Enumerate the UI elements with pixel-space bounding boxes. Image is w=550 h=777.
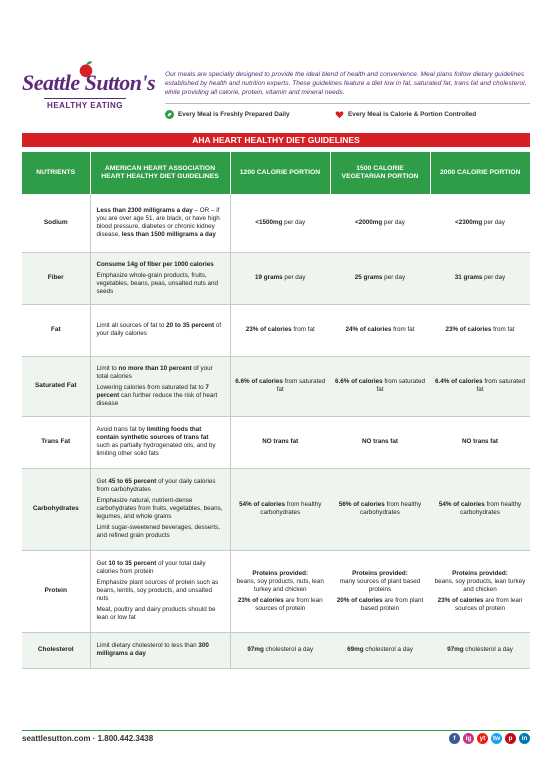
table-row-sodium [22,194,530,252]
value-2000: 97mg cholesterol a day [430,632,530,668]
value-1500: <2000mg per day [330,194,430,252]
feature-controlled [335,110,476,119]
value-1500: 69mg cholesterol a day [330,632,430,668]
guideline: Less than 2300 milligrams a day – OR – if you are over age 51, are black, or have high blood pressure, diabetes or chronic kidney disease, less than 1500 milligrams a day [90,194,230,252]
brand-tagline: HEALTHY EATING [44,98,126,110]
value-1500: 6.6% of calories from saturated fat [330,356,430,416]
table-row-fat [22,304,530,356]
guideline: Limit dietary cholesterol to less than 300 milligrams a day [90,632,230,668]
value-1200: 19 grams per day [230,252,330,304]
table-header-row [22,152,530,194]
value-1500: Proteins provided: many sources of plant based proteins 20% of calories are from plant based protein [330,550,430,632]
table-row-carbohydrates [22,468,530,550]
feature-fresh [165,110,290,119]
col-1200: 1200 CALORIE PORTION [230,152,330,194]
feature-controlled-label: Every Meal is Calorie & Portion Controlled [348,111,477,118]
table-row-saturated-fat [22,356,530,416]
leaf-icon [165,110,174,119]
col-2000: 2000 CALORIE PORTION [430,152,530,194]
nutrient-name: Fiber [22,252,90,304]
nutrient-name: Trans Fat [22,416,90,468]
value-2000: Proteins provided: beans, soy products, lean turkey and chicken 23% of calories are from lean sources of protein [430,550,530,632]
nutrient-name: Cholesterol [22,632,90,668]
value-2000: 23% of calories from fat [430,304,530,356]
linkedin-icon[interactable]: in [519,733,530,744]
twitter-icon[interactable]: tw [492,735,501,742]
header [0,0,550,125]
value-1500: 56% of calories from healthy carbohydrates [330,468,430,550]
value-2000: <2300mg per day [430,194,530,252]
value-1200: 23% of calories from fat [230,304,330,356]
table-row-cholesterol [22,632,530,668]
instagram-icon[interactable]: ig [463,733,474,744]
value-1200: 54% of calories from healthy carbohydrates [230,468,330,550]
col-nutrients: NUTRIENTS [22,152,90,194]
value-1200: 97mg cholesterol a day [230,632,330,668]
heart-icon [335,110,344,119]
footer-contact[interactable]: seattlesutton.com · 1.800.442.3438 [22,734,154,743]
brand-logo[interactable] [22,62,157,122]
guideline: Limit all sources of fat to 20 to 35 percent of your daily calories [90,304,230,356]
nutrient-name: Saturated Fat [22,356,90,416]
col-1500: 1500 CALORIE VEGETARIAN PORTION [330,152,430,194]
footer-divider [22,730,530,731]
value-2000: 31 grams per day [430,252,530,304]
value-1500: 25 grams per day [330,252,430,304]
value-1200: 6.6% of calories from saturated fat [230,356,330,416]
facebook-icon[interactable]: f [449,733,460,744]
value-2000: 6.4% of calories from saturated fat [430,356,530,416]
brand-name: Seattle Sutton's [22,70,156,95]
guideline: Consume 14g of fiber per 1000 calories Emphasize whole-grain products, fruits, vegetables, beans, peas, unsalted nuts and seeds [90,252,230,304]
col-aha: AMERICAN HEART ASSOCIATION HEART HEALTHY DIET GUIDELINES [90,152,230,194]
guideline: Get 45 to 65 percent of your daily calories from carbohydrates Emphasize natural, nutrient-dense carbohydrates from fruits, vegetables, beans, legumes, and whole grains Limit sugar-sweetened beverages, desserts, and refined grain products [90,468,230,550]
guidelines-banner: AHA HEART HEALTHY DIET GUIDELINES [22,133,530,147]
nutrient-name: Protein [22,550,90,632]
youtube-icon[interactable]: yt [477,733,488,744]
social-links [449,733,530,744]
table-row-fiber [22,252,530,304]
guideline: Avoid trans fat by limiting foods that contain synthetic sources of trans fat such as partially hydrogenated oils, and by limiting other solid fats [90,416,230,468]
nutrient-name: Fat [22,304,90,356]
table-row-trans-fat [22,416,530,468]
table-row-protein [22,550,530,632]
value-1200: <1500mg per day [230,194,330,252]
guidelines-table [22,152,530,669]
divider [165,103,530,104]
value-1200: Proteins provided: beans, soy products, nuts, lean turkey and chicken 23% of calories are from lean sources of protein [230,550,330,632]
pinterest-icon[interactable]: p [505,733,516,744]
value-1500: NO trans fat [330,416,430,468]
value-2000: NO trans fat [430,416,530,468]
value-1500: 24% of calories from fat [330,304,430,356]
feature-fresh-label: Every Meal is Freshly Prepared Daily [178,111,290,118]
value-1200: NO trans fat [230,416,330,468]
guideline: Get 10 to 35 percent of your total daily calories from protein Emphasize plant sources of protein such as beans, lentils, soy products, and unsalted nuts Meat, poultry and dairy products should be lean or low fat [90,550,230,632]
value-2000: 54% of calories from healthy carbohydrates [430,468,530,550]
guideline: Limit to no more than 10 percent of your total calories Lowering calories from saturated fat to 7 percent can further reduce the risk of heart disease [90,356,230,416]
nutrient-name: Sodium [22,194,90,252]
intro-text: Our meals are specially designed to provide the ideal blend of health and convenience. Meal plans follow dietary guidelines established by health and nutrition experts. These guidelines feature a diet low in fat, saturated fat, trans fat and cholesterol, while providing all calorie, protein, vitamin and mineral needs. [165,71,527,97]
nutrient-name: Carbohydrates [22,468,90,550]
